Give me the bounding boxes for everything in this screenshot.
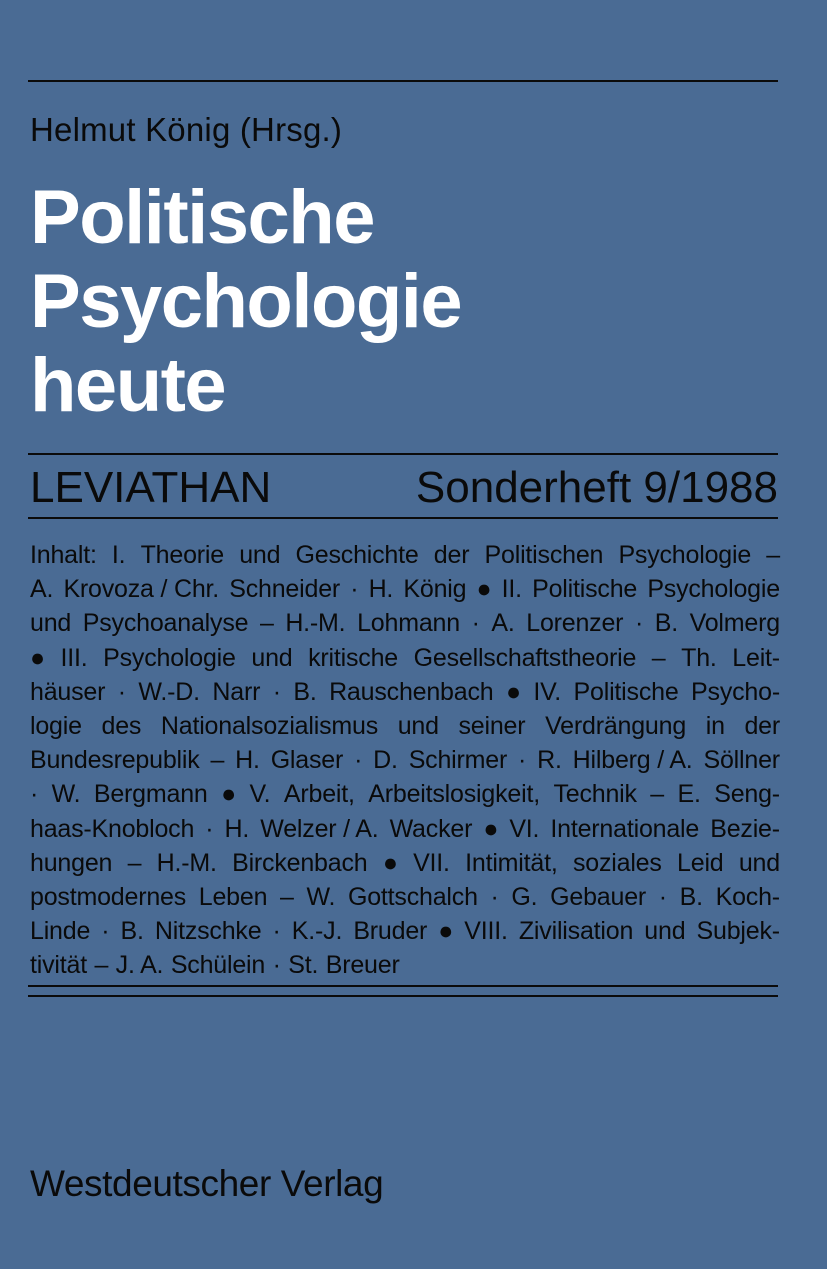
contents-word: Schülein xyxy=(170,951,266,980)
contents-word: Arbeitslosigkeit, xyxy=(368,780,540,809)
contents-word: häuser xyxy=(30,677,106,706)
contents-word: König xyxy=(403,575,467,604)
contents-word: Politische xyxy=(573,677,679,706)
contents-word: · xyxy=(30,780,39,809)
contents-word: haas-Knobloch xyxy=(30,814,195,843)
series-bottom-rule xyxy=(28,517,778,519)
contents-word: H.-M. xyxy=(156,848,217,877)
contents-word: W.-D. xyxy=(138,677,200,706)
contents-word: und xyxy=(30,609,72,638)
contents-word: B. xyxy=(120,917,144,946)
contents-word: Koch- xyxy=(715,883,780,912)
contents-word: Bergmann xyxy=(93,780,208,809)
contents-word: Politischen xyxy=(484,541,604,569)
contents-word: Theorie xyxy=(140,541,224,569)
contents-line xyxy=(30,572,780,606)
contents-word: Nitzschke xyxy=(154,917,262,946)
contents-word: · xyxy=(272,917,281,946)
contents-word: Birckenbach xyxy=(232,848,368,877)
contents-word: · xyxy=(272,677,281,706)
contents-word: der xyxy=(744,712,780,741)
contents-word: Verdrängung xyxy=(545,712,687,741)
contents-word: Schirmer xyxy=(408,746,508,775)
contents-word: · xyxy=(117,677,126,706)
contents-word: B. xyxy=(679,883,703,912)
contents-word: – xyxy=(210,746,225,775)
contents-word: – xyxy=(766,541,780,569)
series-name: LEVIATHAN xyxy=(30,463,272,512)
contents-word: – xyxy=(650,780,665,809)
contents-word: VI. xyxy=(509,814,540,843)
contents-word: tivität xyxy=(30,951,87,980)
title-line: heute xyxy=(30,343,226,428)
contents-word: · xyxy=(350,575,359,604)
contents-word: H. xyxy=(235,746,260,775)
contents-line xyxy=(30,880,780,914)
contents-word: Seng- xyxy=(714,780,780,809)
contents-word: Technik xyxy=(553,780,637,809)
contents-word: und xyxy=(239,541,281,569)
contents-word: ● xyxy=(476,575,492,604)
contents-word: Intimität, xyxy=(465,848,558,877)
contents-word: Volmerg xyxy=(689,609,780,638)
contents-word: Inhalt: xyxy=(30,541,97,569)
contents-word: Krovoza / Chr. xyxy=(63,575,220,604)
contents-word: der xyxy=(433,541,470,569)
contents-word: W. xyxy=(51,780,81,809)
contents-word: Bruder xyxy=(353,917,428,946)
contents-word: ● xyxy=(30,643,45,672)
contents-word: Arbeit, xyxy=(283,780,355,809)
contents-word: W. xyxy=(306,883,336,912)
contents-word: – xyxy=(651,643,666,672)
contents-word: – xyxy=(94,951,109,980)
series-top-rule xyxy=(28,453,778,455)
contents-word: K.-J. xyxy=(291,917,343,946)
contents-line xyxy=(30,675,780,709)
contents-word: V. xyxy=(249,780,271,809)
contents-word: B. xyxy=(654,609,678,638)
contents-line xyxy=(30,948,780,982)
table-of-contents xyxy=(30,538,780,983)
contents-word: · xyxy=(634,609,644,638)
title-line: Politische xyxy=(30,175,374,260)
contents-word: VIII. xyxy=(464,917,508,946)
top-rule xyxy=(28,80,778,82)
contents-word: Subjek- xyxy=(696,917,780,946)
contents-word: – xyxy=(280,883,294,912)
contents-word: und xyxy=(251,643,293,672)
contents-word: Psychologie xyxy=(647,575,780,604)
contents-word: Linde xyxy=(30,917,91,946)
contents-word: Psychoanalyse xyxy=(82,609,249,638)
contents-word: Narr xyxy=(212,677,261,706)
contents-word: und xyxy=(738,848,780,877)
contents-word: R. xyxy=(537,746,562,775)
contents-word: – xyxy=(127,848,142,877)
contents-word: und xyxy=(644,917,686,946)
contents-word: H. xyxy=(224,814,250,843)
contents-word: St. xyxy=(288,951,319,980)
contents-word: hungen xyxy=(30,848,113,877)
contents-word: Leit- xyxy=(732,643,780,672)
contents-word: A. xyxy=(491,609,515,638)
contents-line xyxy=(30,743,780,777)
contents-line xyxy=(30,606,780,640)
contents-word: A. xyxy=(30,575,54,604)
contents-word: G. xyxy=(511,883,538,912)
contents-word: des xyxy=(101,712,142,741)
contents-word: ● xyxy=(505,677,521,706)
contents-word: · xyxy=(272,951,281,980)
contents-word: ● xyxy=(221,780,237,809)
contents-word: III. xyxy=(60,643,88,672)
contents-word: Welzer / A. xyxy=(260,814,379,843)
contents-word: Nationalsozialismus xyxy=(160,712,379,741)
contents-word: in xyxy=(705,712,725,741)
contents-word: kritische xyxy=(308,643,399,672)
contents-word: Schneider xyxy=(229,575,341,604)
contents-word: B. xyxy=(293,677,317,706)
contents-word: · xyxy=(471,609,480,638)
contents-word: Bundesrepublik xyxy=(30,746,200,775)
contents-word: E. xyxy=(677,780,701,809)
contents-word: postmodernes xyxy=(30,883,187,912)
contents-word: und xyxy=(397,712,439,741)
contents-word: Gesellschaftstheorie xyxy=(413,643,637,672)
contents-word: ● xyxy=(438,917,454,946)
contents-word: Internationale xyxy=(550,814,700,843)
publisher-name: Westdeutscher Verlag xyxy=(30,1163,384,1204)
contents-word: I. xyxy=(111,541,126,569)
contents-word: · xyxy=(101,917,110,946)
contents-word: ● xyxy=(483,814,499,843)
contents-word: Gottschalch xyxy=(347,883,478,912)
contents-word: II. xyxy=(501,575,522,604)
contents-word: J. A. xyxy=(115,951,164,980)
contents-word: Glaser xyxy=(270,746,344,775)
contents-word: H.-M. xyxy=(285,609,346,638)
contents-word: Lohmann xyxy=(357,609,460,638)
contents-word: Leid xyxy=(677,848,724,877)
contents-word: IV. xyxy=(533,677,562,706)
book-title xyxy=(30,176,461,428)
contents-word: Rauschenbach xyxy=(329,677,494,706)
contents-word: Leben xyxy=(198,883,268,912)
contents-line xyxy=(30,914,780,948)
contents-bottom-rule-double xyxy=(28,995,778,997)
contents-line xyxy=(30,777,780,811)
contents-word: logie xyxy=(30,712,82,741)
contents-word: Wacker xyxy=(389,814,473,843)
contents-word: seiner xyxy=(458,712,526,741)
contents-line xyxy=(30,538,780,572)
contents-word: Psychologie xyxy=(103,643,236,672)
contents-word: · xyxy=(518,746,527,775)
contents-word: Bezie- xyxy=(710,814,780,843)
contents-line xyxy=(30,812,780,846)
contents-word: soziales xyxy=(572,848,662,877)
contents-word: VII. xyxy=(413,848,450,877)
contents-word: Politische xyxy=(532,575,638,604)
contents-word: Zivilisation xyxy=(518,917,634,946)
title-line: Psychologie xyxy=(30,259,462,344)
contents-word: Söllner xyxy=(703,746,780,775)
contents-word: ● xyxy=(382,848,398,877)
contents-word: Psycho- xyxy=(691,677,780,706)
contents-word: Th. xyxy=(681,643,717,672)
contents-word: Gebauer xyxy=(550,883,647,912)
contents-line xyxy=(30,709,780,743)
contents-word: D. xyxy=(373,746,398,775)
contents-word: Lorenzer xyxy=(526,609,624,638)
contents-word: – xyxy=(259,609,274,638)
editor-name: Helmut König (Hrsg.) xyxy=(30,111,343,148)
contents-word: · xyxy=(354,746,363,775)
contents-line xyxy=(30,846,780,880)
contents-word: Hilberg / A. xyxy=(572,746,693,775)
contents-word: Breuer xyxy=(325,951,400,980)
contents-line xyxy=(30,641,780,675)
contents-word: · xyxy=(490,883,499,912)
issue-number: Sonderheft 9/1988 xyxy=(415,463,778,512)
contents-word: · xyxy=(205,814,214,843)
contents-word: · xyxy=(658,883,667,912)
contents-word: H. xyxy=(368,575,394,604)
contents-word: Geschichte xyxy=(295,541,419,569)
contents-bottom-rule xyxy=(28,985,778,987)
contents-word: Psychologie xyxy=(618,541,752,569)
